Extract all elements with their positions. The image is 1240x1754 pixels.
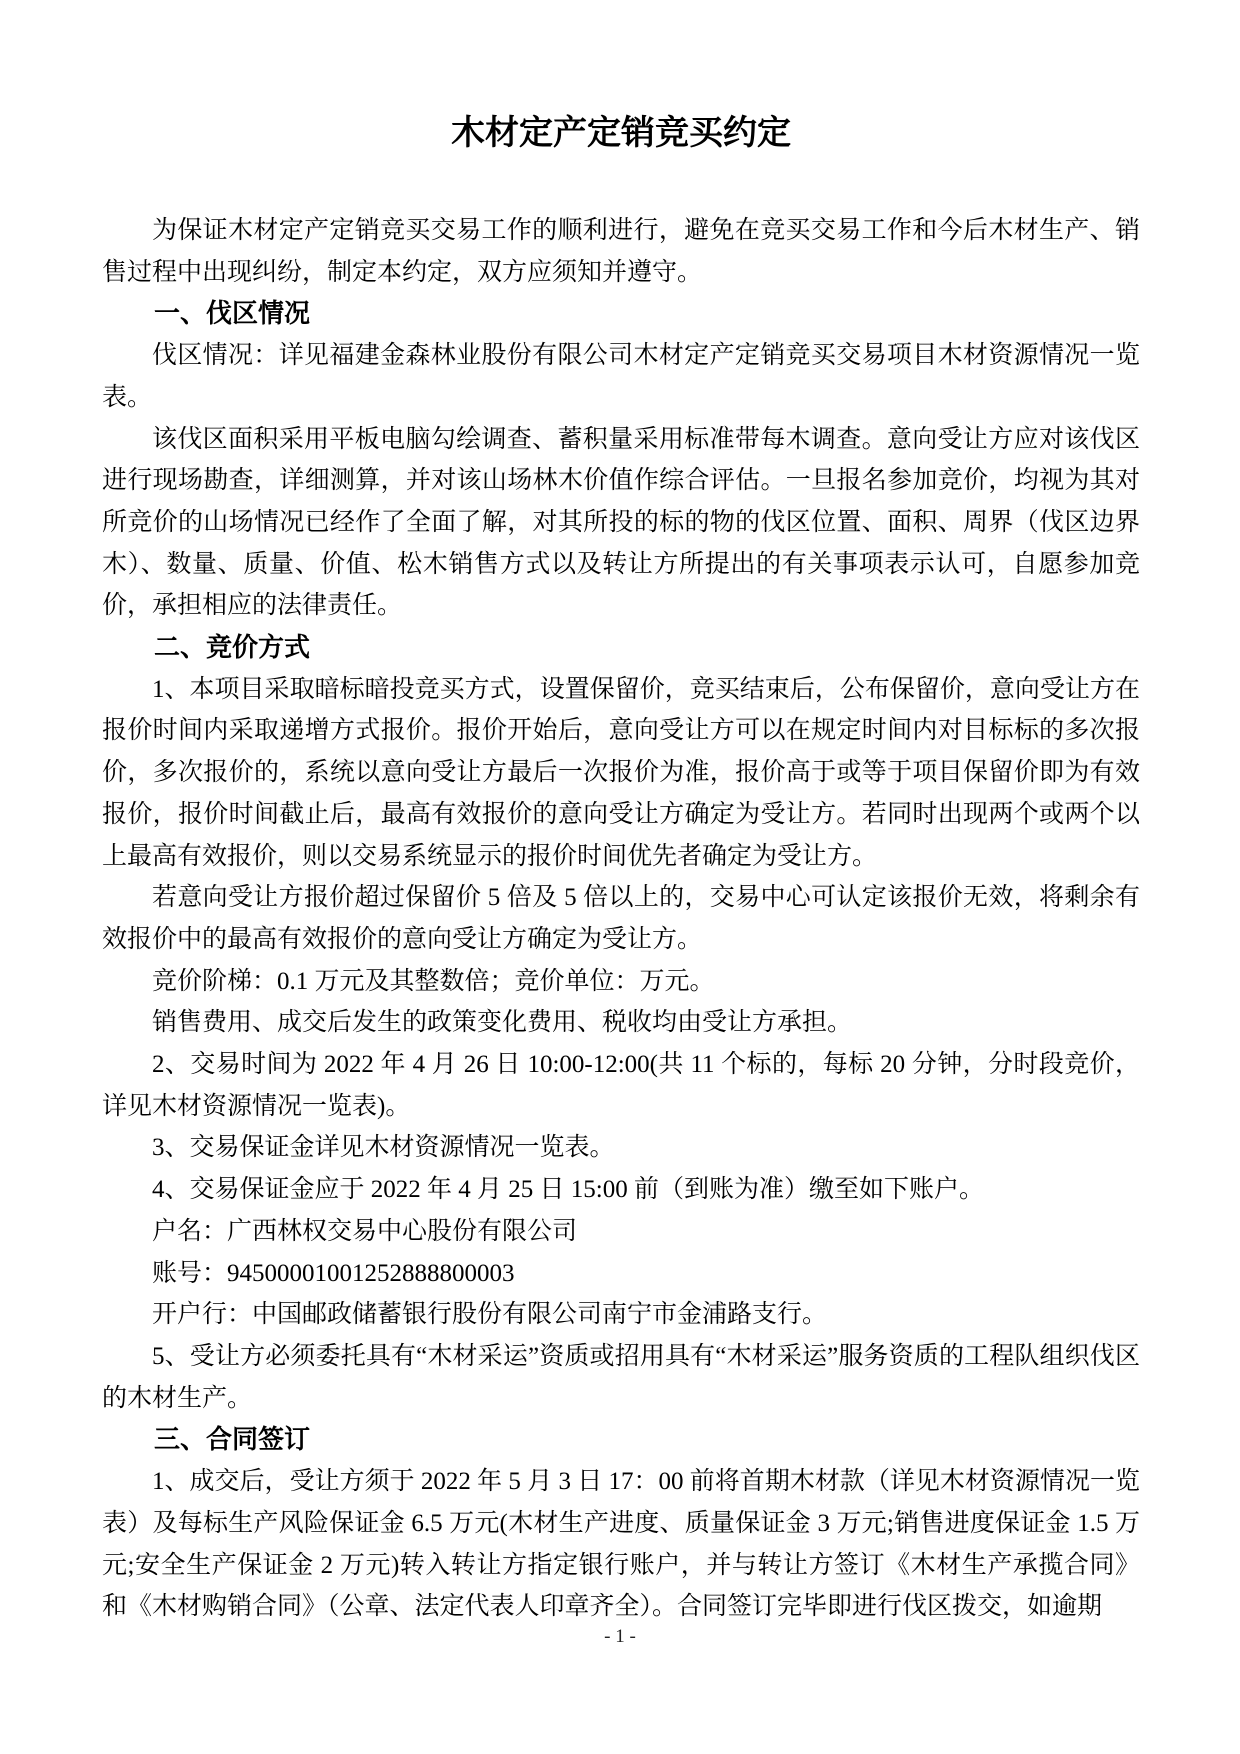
paragraph-bidding-method: 1、本项目采取暗标暗投竞买方式，设置保留价，竞买结束后，公布保留价，意向受让方在报价时间内采取递增方式报价。报价开始后，意向受让方可以在规定时间内对目标标的多次报价，多次报价的，系统以意向受让方最后一次报价为准，报价高于或等于项目保留价即为有效报价，报价时间截止后，最高有效报价的意向受让方确定为受让方。若同时出现两个或两个以上最高有效报价，则以交易系统显示的报价时间优先者确定为受让方。 [102, 675, 1140, 870]
paragraph-deposit-deadline: 4、交易保证金应于 2022 年 4 月 25 日 15:00 前（到账为准）缴至如下账户。 [152, 1176, 984, 1204]
heading-section-2-bidding-method: 二、竞价方式 [154, 632, 311, 663]
paragraph-account-name: 户名：广西林权交易中心股份有限公司 [152, 1217, 578, 1245]
paragraph-trade-time: 2、交易时间为 2022 年 4 月 26 日 10:00-12:00(共 11 个标的，每标 20 分钟，分时段竞价，详见木材资源情况一览表)。 [102, 1051, 1140, 1120]
heading-section-3-contract-signing: 三、合同签订 [154, 1424, 311, 1455]
document-title: 木材定产定销竞买约定 [451, 115, 791, 152]
paragraph-preamble: 为保证木材定产定销竞买交易工作的顺利进行，避免在竞买交易工作和今后木材生产、销售过程中出现纠纷，制定本约定，双方应须知并遵守。 [102, 217, 1140, 286]
paragraph-account-number: 账号：94500001001252888800003 [152, 1259, 515, 1287]
paragraph-bid-increment: 竞价阶梯：0.1 万元及其整数倍；竞价单位：万元。 [152, 967, 715, 995]
paragraph-fees-and-taxes: 销售费用、成交后发生的政策变化费用、税收均由受让方承担。 [152, 1009, 853, 1037]
paragraph-deposit-reference: 3、交易保证金详见木材资源情况一览表。 [152, 1134, 615, 1162]
paragraph-logging-qualification: 5、受让方必须委托具有“木材采运”资质或招用具有“木材采运”服务资质的工程队组织伐区的木材生产。 [102, 1342, 1140, 1412]
paragraph-bid-cap-rule: 若意向受让方报价超过保留价 5 倍及 5 倍以上的，交易中心可认定该报价无效，将剩余有效报价中的最高有效报价的意向受让方确定为受让方。 [102, 884, 1140, 953]
paragraph-bank-branch: 开户行：中国邮政储蓄银行股份有限公司南宁市金浦路支行。 [152, 1301, 828, 1329]
heading-section-1-felling-area: 一、伐区情况 [154, 298, 311, 329]
paragraph-contract-signing: 1、成交后，受让方须于 2022 年 5 月 3 日 17：00 前将首期木材款（详见木材资源情况一览表）及每标生产风险保证金 6.5 万元(木材生产进度、质量保证金 3 万元;销售进度保证金 1.5 万元;安全生产保证金 2 万元)转入转让方指定银行账户，并与转让方签订《木材生产承揽合同》和《木材购销合同》（公章、法定代表人印章齐全）。合同签订完毕即进行伐区拨交，如逾期 [102, 1468, 1140, 1621]
paragraph-felling-area-overview: 伐区情况：详见福建金森林业股份有限公司木材定产定销竞买交易项目木材资源情况一览表。 [102, 342, 1140, 411]
paragraph-felling-area-survey: 该伐区面积采用平板电脑勾绘调查、蓄积量采用标准带每木调查。意向受让方应对该伐区进行现场勘查，详细测算，并对该山场林木价值作综合评估。一旦报名参加竞价，均视为其对所竞价的山场情况已经作了全面了解，对其所投的标的物的伐区位置、面积、周界（伐区边界木）、数量、质量、价值、松木销售方式以及转让方所提出的有关事项表示认可，自愿参加竞价，承担相应的法律责任。 [102, 425, 1140, 620]
page-number: - 1 - [604, 1626, 636, 1647]
